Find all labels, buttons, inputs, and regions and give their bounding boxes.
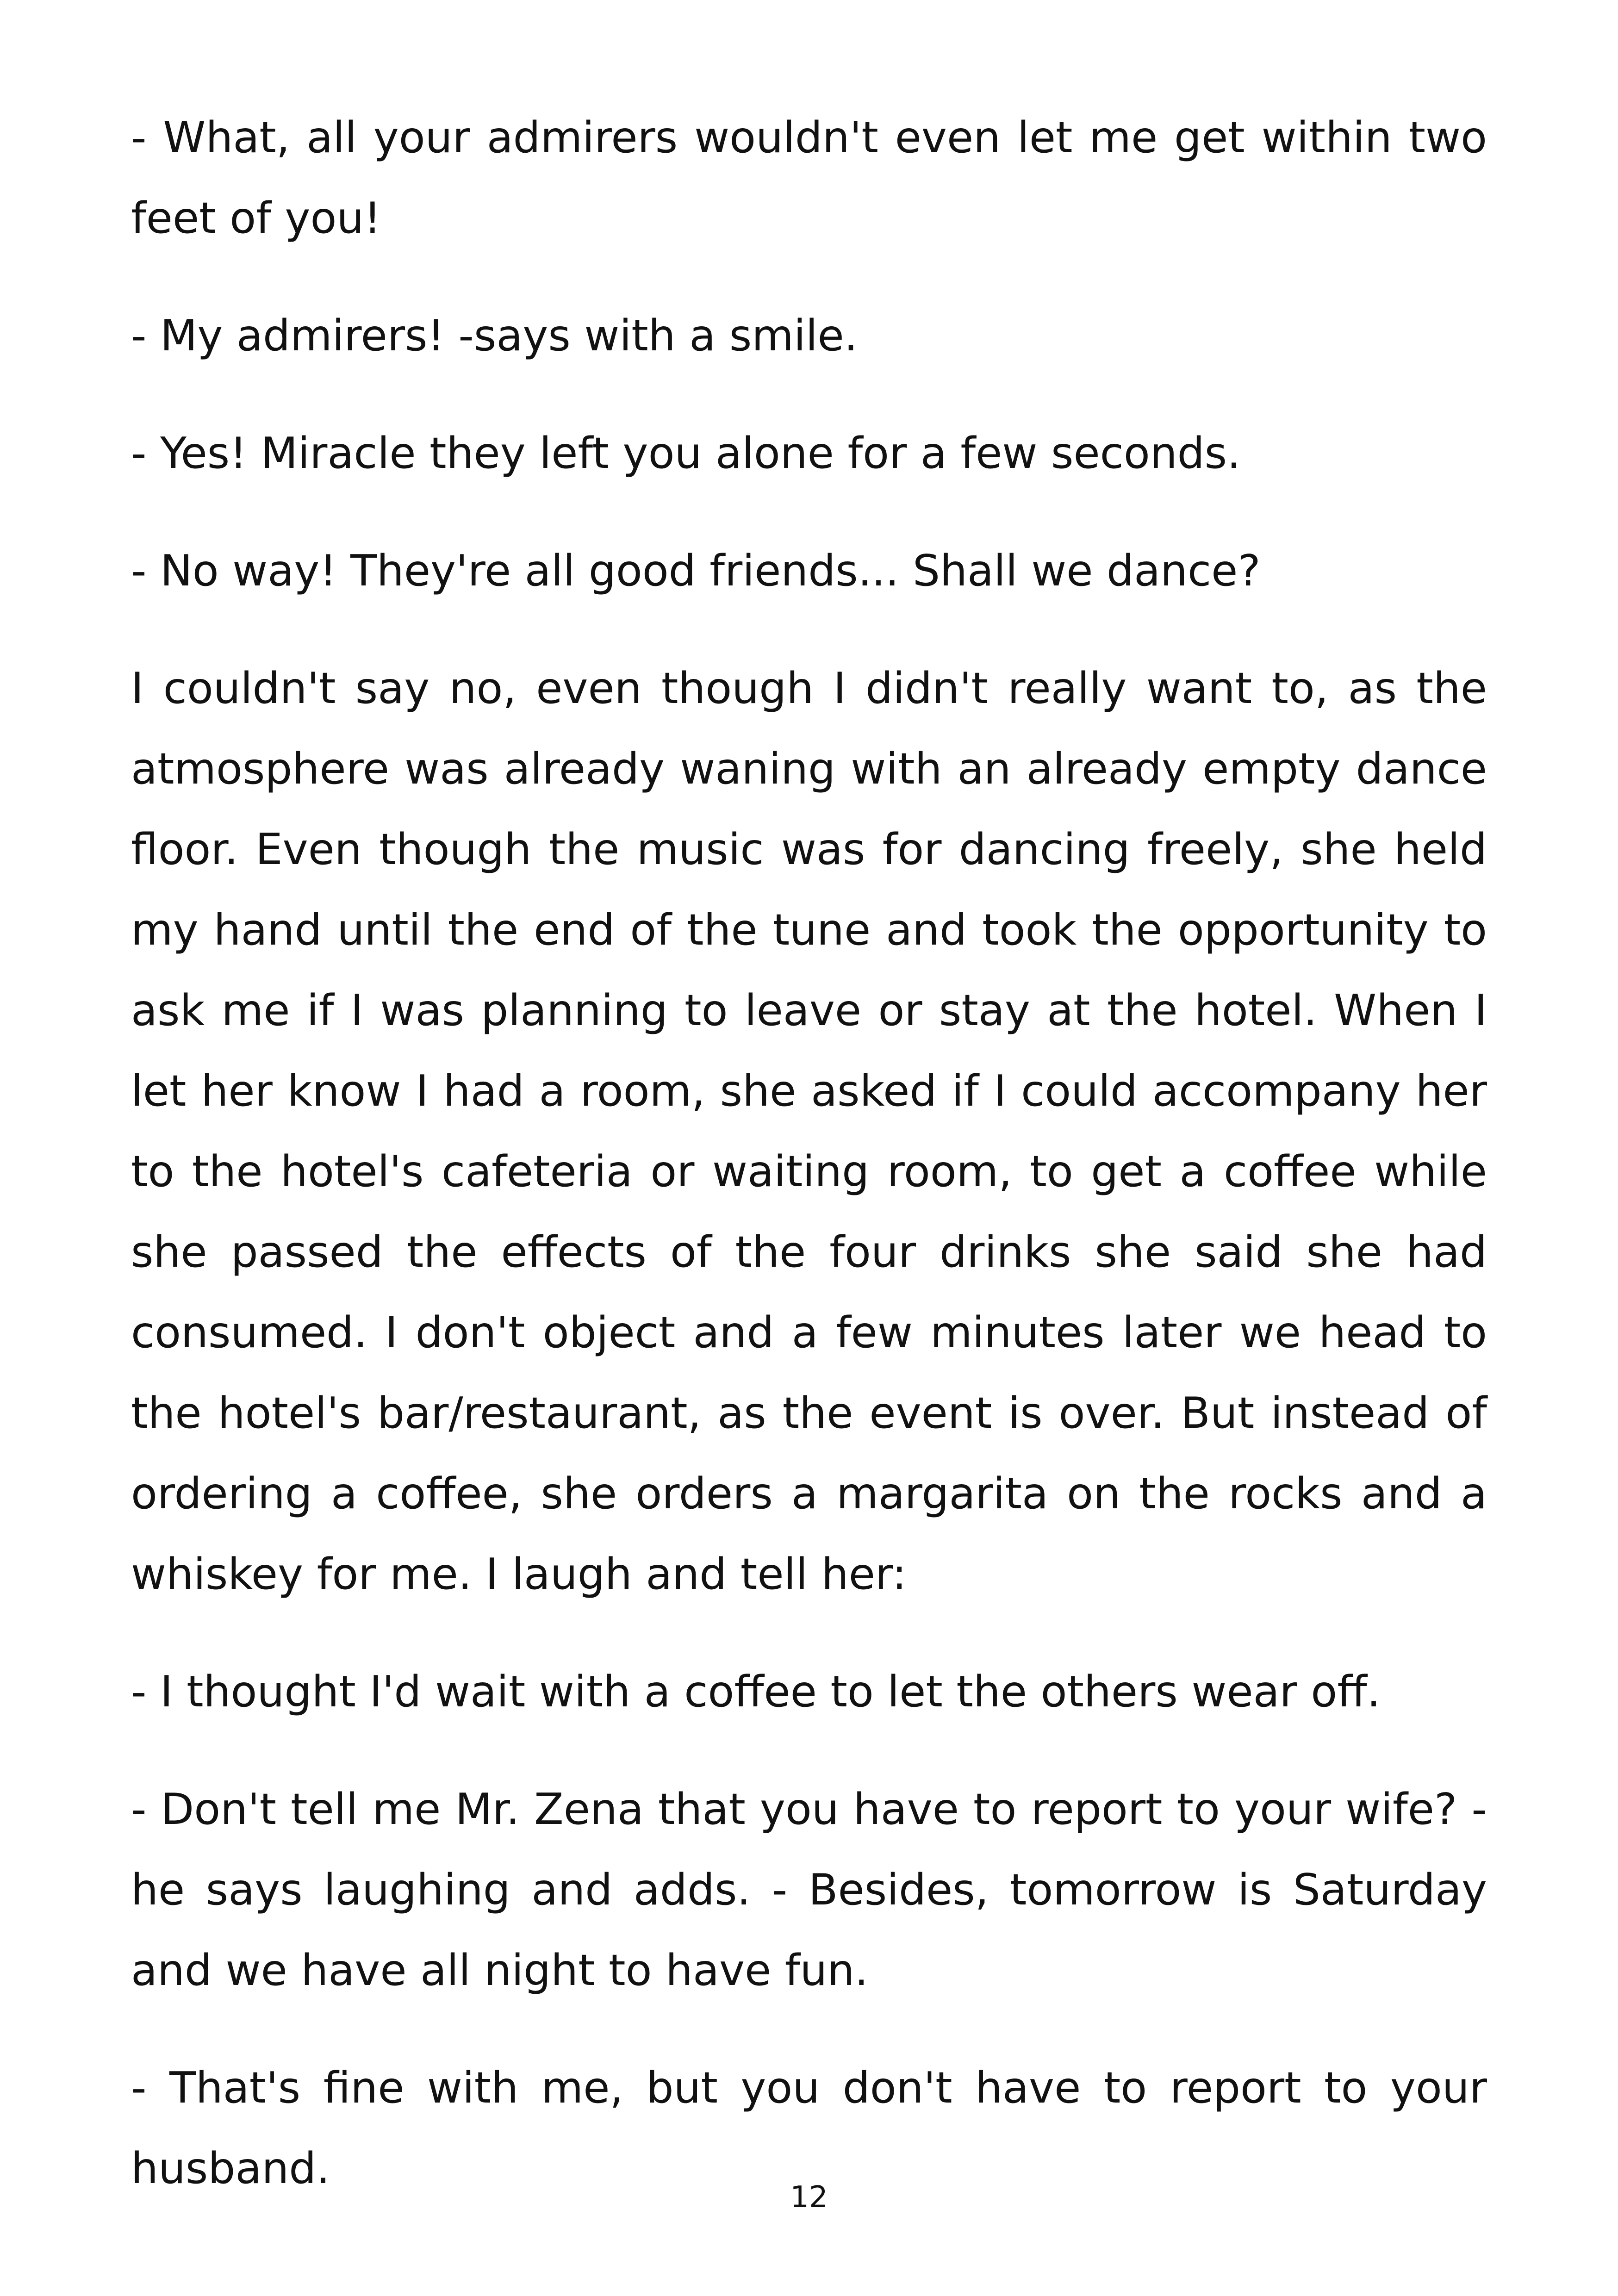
paragraph-dialogue-smile: - My admirers! -says with a smile. xyxy=(131,311,858,361)
paragraph-dialogue-report-husband: - That's fine with me, but you don't have to report to your husband. xyxy=(131,2063,1487,2193)
paragraph-dialogue-admirers: - What, all your admirers wouldn't even let me get within two feet of you! xyxy=(131,112,1487,243)
page-number: 12 xyxy=(790,2180,828,2215)
paragraph-narrative: I couldn't say no, even though I didn't really want to, as the atmosphere was already waning with an already empty dance floor. Even though the music was for dancing freely, she held my hand until the end of the tune and took the opportunity to ask me if I was planning to leave or stay at the hotel. When I let her know I had a room, she asked if I could accompany her to the hotel's cafeteria or waiting room, to get a coffee while she passed the effects of the four drinks she said she had consumed. I don't object and a few minutes later we head to the hotel's bar/restaurant, as the event is over. But instead of ordering a coffee, she orders a margarita on the rocks and a whiskey for me. I laugh and tell her: xyxy=(131,663,1487,1599)
paragraph-dialogue-miracle: - Yes! Miracle they left you alone for a few seconds. xyxy=(131,428,1241,478)
body-text xyxy=(131,97,1487,2209)
paragraph-dialogue-report-wife: - Don't tell me Mr. Zena that you have to report to your wife? - he says laughing and adds. - Besides, tomorrow is Saturday and we have all night to have fun. xyxy=(131,1784,1487,1995)
paragraph-dialogue-coffee: - I thought I'd wait with a coffee to let the others wear off. xyxy=(131,1667,1381,1717)
paragraph-dialogue-dance: - No way! They're all good friends... Shall we dance? xyxy=(131,546,1261,596)
